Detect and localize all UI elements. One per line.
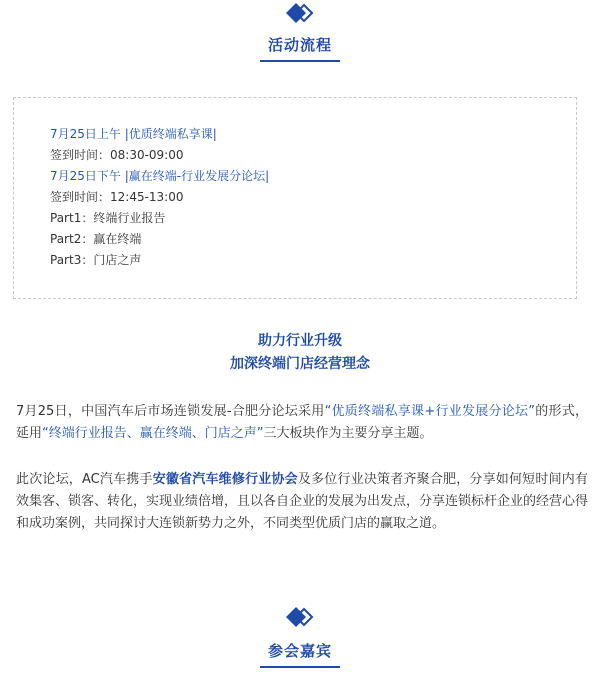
paragraph-1-highlight-a: “优质终端私享课+行业发展分论坛” bbox=[324, 404, 535, 419]
diamond-icon bbox=[285, 2, 315, 24]
subheading-line-2: 加深终端门店经营理念 bbox=[230, 356, 370, 372]
paragraph-1-text-b: 的形式，延用 bbox=[16, 404, 588, 441]
section-header-schedule bbox=[0, 2, 600, 62]
schedule-line: Part2：赢在终端 bbox=[50, 232, 142, 246]
schedule-list bbox=[50, 124, 269, 271]
paragraph-2-highlight: 安徽省汽车维修行业协会 bbox=[152, 472, 298, 487]
paragraph-1-text-a: 7月25日，中国汽车后市场连锁发展-合肥分论坛采用 bbox=[16, 404, 325, 419]
schedule-line: 7月25日上午 |优质终端私享课| bbox=[50, 127, 217, 141]
schedule-line: 签到时间：12:45-13:00 bbox=[50, 190, 184, 204]
section-title: 活动流程 bbox=[260, 34, 340, 62]
schedule-line: Part1：终端行业报告 bbox=[50, 211, 166, 225]
schedule-line: Part3：门店之声 bbox=[50, 253, 142, 267]
diamond-icon bbox=[285, 606, 315, 628]
subheading bbox=[0, 330, 600, 376]
paragraph-1-highlight-b: “终端行业报告、赢在终端、门店之声” bbox=[42, 426, 264, 441]
paragraph-2-text-b: 及多位行业决策者齐聚合肥，分享如何短时间内有效集客、锁客、转化，实现业绩倍增，且以各自企业的发展为出发点，分享连锁标杆企业的经营心得和成功案例，共同探讨大连锁新势力之外，不同类型优质门店的赢取之道。 bbox=[16, 472, 589, 531]
paragraph-2-text-a: 此次论坛，AC汽车携手 bbox=[16, 472, 153, 487]
schedule-box bbox=[13, 97, 577, 299]
paragraph-1 bbox=[16, 401, 588, 445]
subheading-line-1: 助力行业升级 bbox=[258, 333, 342, 349]
schedule-line: 签到时间：08:30-09:00 bbox=[50, 148, 184, 162]
paragraph-1-text-c: 三大板块作为主要分享主题。 bbox=[263, 426, 433, 441]
section-header-guests bbox=[0, 606, 600, 668]
paragraph-2 bbox=[16, 469, 588, 535]
section-title: 参会嘉宾 bbox=[260, 640, 340, 668]
schedule-line: 7月25日下午 |赢在终端-行业发展分论坛| bbox=[50, 169, 270, 183]
